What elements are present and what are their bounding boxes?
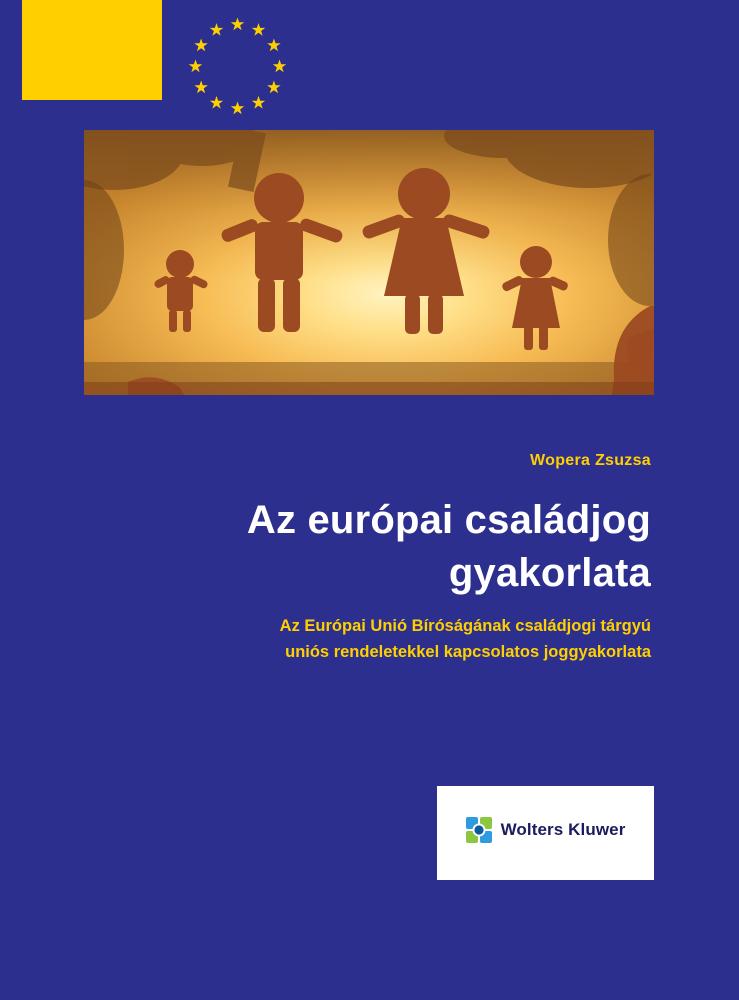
title-line-2: gyakorlata [448, 550, 651, 595]
subtitle-line-1: Az Európai Unió Bíróságának családjogi tárgyú [279, 617, 651, 635]
yellow-corner-block [22, 0, 162, 100]
family-silhouette-photo [84, 130, 654, 395]
publisher-name: Wolters Kluwer [500, 820, 626, 839]
author-name: Wopera Zsuzsa [530, 452, 651, 469]
title-line-1: Az európai családjog [246, 498, 651, 542]
eu-stars-icon [185, 14, 290, 119]
page-title [120, 494, 651, 600]
publisher-logo-box [437, 786, 654, 880]
subtitle [120, 614, 651, 665]
wolters-kluwer-logo-icon [466, 817, 492, 843]
subtitle-line-2: uniós rendeletekkel kapcsolatos joggyakorlata [285, 642, 651, 661]
publisher-logo [466, 817, 626, 843]
